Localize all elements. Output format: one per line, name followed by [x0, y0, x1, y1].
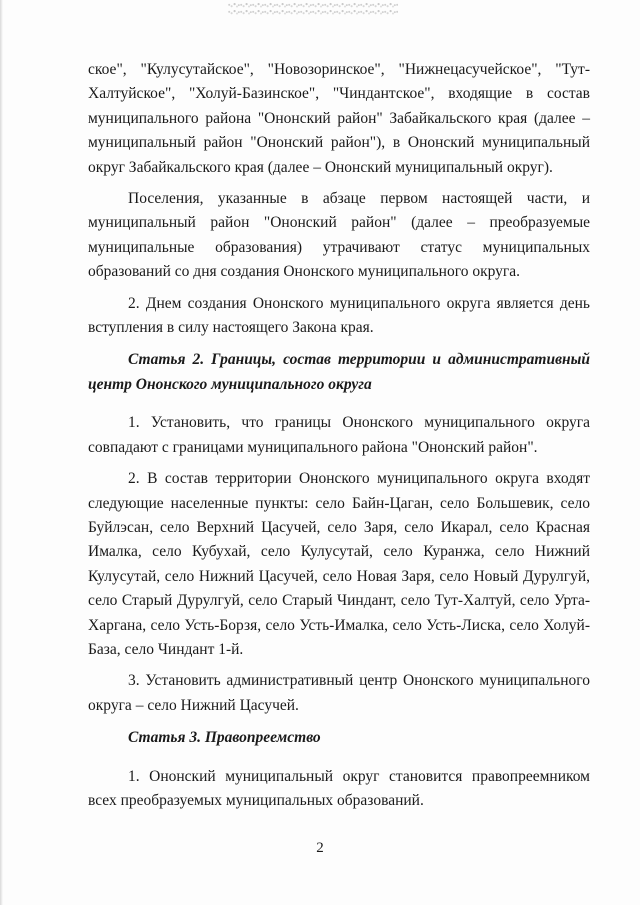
document-body: [88, 58, 590, 820]
paragraph-succession: 1. Ононский муниципальный округ становится правопреемником всех преобразуемых муниципальных образований.: [88, 767, 590, 809]
paragraph-status-loss: Поселения, указанные в абзаце первом настоящей части, и муниципальный район "Ононский район" (далее – преобразуемые муниципальные образования) утрачивают статус муниципальных образований со дня создания Ононского муниципального округа.: [88, 190, 590, 281]
article-3-heading: Статья 3. Правопреемство: [128, 729, 321, 747]
paragraph-territory-composition: 2. В состав территории Ононского муниципального округа входят следующие населенные пункты: село Байн-Цаган, село Большевик, село Буйлэсан, село Верхний Цасучей, село Заря, село Икарал, село Красная Ималка, село Кубухай, село Кулусутай, село Куранжа, село Нижний Кулусутай, село Нижний Цасучей, село Новая Заря, село Новый Дурулгуй, село Старый Дурулгуй, село Старый Чиндант, село Тут-Халтуй, село Урта-Харгана, село Усть-Борзя, село Усть-Ималка, село Усть-Лиска, село Холуй-База, село Чиндант 1-й.: [88, 470, 590, 658]
page-edge-shadow: [0, 0, 3, 905]
paragraph-settlements-list-continuation: ское", "Кулусутайское", "Новозоринское", "Нижнецасучейское", "Тут-Халтуйское", "Холуй-Базинское", "Чиндантское", входящие в состав муниципального района "Ононский район" Забайкальского края (далее – муниципальный район "Ононский район"), в Ононский муниципальный округ Забайкальского края (далее – Ононский муниципальный округ).: [88, 61, 590, 176]
scan-noise: [228, 2, 398, 16]
article-2-heading: Статья 2. Границы, состав территории и административный центр Ононского муниципального округа: [88, 351, 590, 393]
paragraph-administrative-center: 3. Установить административный центр Ононского муниципального округа – село Нижний Цасучей.: [88, 672, 590, 714]
page-number: 2: [316, 840, 324, 856]
paragraph-boundaries: 1. Установить, что границы Ононского муниципального округа совпадают с границами муниципального района "Ононский район".: [88, 414, 590, 456]
paragraph-creation-day: 2. Днем создания Ононского муниципального округа является день вступления в силу настоящего Закона края.: [88, 294, 590, 337]
